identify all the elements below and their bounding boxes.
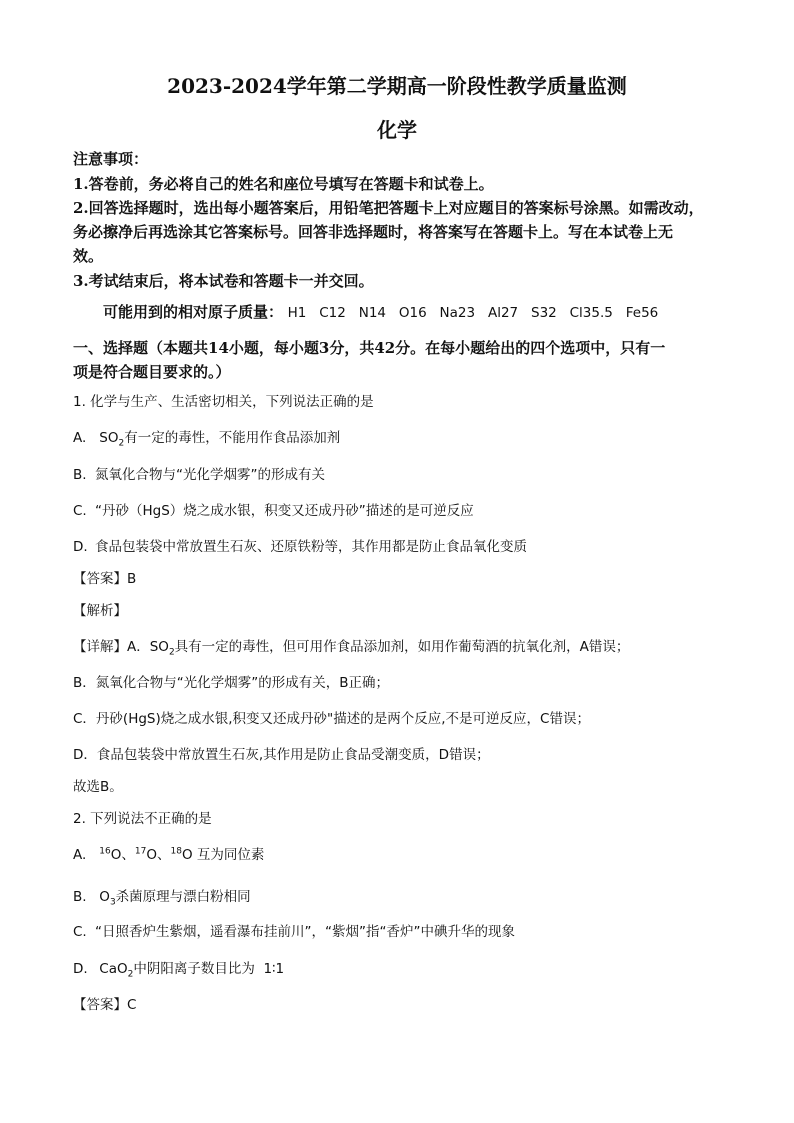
- question-1-stem: 1. 化学与生产、生活密切相关，下列说法正确的是: [73, 394, 374, 410]
- option-text: 有一定的毒性，不能用作食品添加剂: [124, 430, 341, 446]
- answer-tag: 【答案】: [73, 571, 127, 587]
- question-1-conclusion: 故选B。: [73, 779, 123, 795]
- answer-value: B: [127, 571, 137, 587]
- note-item-2-line-1: 2.回答选择题时，选出每小题答案后，用铅笔把答题卡上对应题目的答案标号涂黑。如需改动，: [73, 199, 704, 217]
- detail-text: 具有一定的毒性，但可用作食品添加剂，如用作葡萄酒的抗氧化剂，A错误；: [174, 639, 630, 655]
- question-1-option-c: [73, 499, 474, 519]
- answer-value: C: [127, 997, 137, 1013]
- option-text: 中阴阳离子数目比为 1∶1: [133, 961, 285, 977]
- formula-so2: SO: [99, 430, 119, 446]
- option-label: D.: [73, 539, 88, 555]
- question-1-detail-b: B．氮氧化合物与“光化学烟雾”的形成有关，B正确；: [73, 675, 390, 691]
- question-2-answer: [73, 993, 136, 1013]
- mass-number: 18: [170, 846, 182, 857]
- question-2-option-d: [73, 957, 284, 980]
- section-1-heading-line-2: 项是符合题目要求的。）: [73, 363, 231, 381]
- option-text: 互为同位素: [192, 847, 265, 863]
- option-label: A.: [73, 847, 87, 863]
- note-item-2-line-3: 效。: [73, 247, 104, 265]
- option-label: C.: [73, 924, 87, 940]
- formula-o3: O: [99, 889, 110, 905]
- notes-heading: 注意事项：: [73, 150, 149, 168]
- subscript: 2: [168, 647, 175, 658]
- subscript: 3: [109, 897, 116, 908]
- subscript: 2: [127, 969, 134, 980]
- question-2-stem: 2. 下列说法不正确的是: [73, 811, 212, 827]
- exam-title: 2023-2024学年第二学期高一阶段性教学质量监测: [167, 74, 627, 98]
- element-symbol: O: [181, 847, 193, 863]
- question-1-option-b: [73, 463, 325, 483]
- option-label: D.: [73, 961, 88, 977]
- option-text: “丹砂（HgS）烧之成水银，积变又还成丹砂”描述的是可逆反应: [95, 503, 474, 519]
- note-item-2-line-2: 务必擦净后再选涂其它答案标号。回答非选择题时，将答案写在答题卡上。写在本试卷上无: [73, 223, 674, 241]
- element-symbol: O、: [146, 847, 171, 863]
- detail-tag: 【详解】: [73, 639, 127, 655]
- option-text: “日照香炉生紫烟，遥看瀑布挂前川”，“紫烟”指“香炉”中碘升华的现象: [95, 924, 515, 940]
- question-1-analysis-tag: 【解析】: [73, 603, 127, 619]
- option-label: A.: [73, 430, 87, 446]
- question-1-option-d: [73, 535, 527, 555]
- atomic-masses-values: H1 C12 N14 O16 Na23 Al27 S32 Cl35.5 Fe56: [287, 305, 659, 321]
- question-2-option-c: [73, 920, 515, 940]
- subscript: 2: [118, 438, 125, 449]
- option-text: 食品包装袋中常放置生石灰、还原铁粉等，其作用都是防止食品氧化变质: [95, 539, 527, 555]
- question-1-answer: [73, 567, 136, 587]
- question-2-option-a: [73, 843, 264, 863]
- question-1-option-a: [73, 426, 340, 449]
- detail-text: A．SO: [127, 639, 169, 655]
- option-label: C.: [73, 503, 87, 519]
- mass-number: 17: [134, 846, 147, 857]
- formula-cao2: CaO: [99, 961, 128, 977]
- option-text: 杀菌原理与漂白粉相同: [115, 889, 251, 905]
- mass-number: 16: [99, 846, 111, 857]
- option-label: B.: [73, 467, 87, 483]
- element-symbol: O、: [110, 847, 135, 863]
- subject-title: 化学: [377, 118, 417, 142]
- question-2-option-b: [73, 885, 251, 908]
- option-label: B.: [73, 889, 87, 905]
- section-1-heading-line-1: 一、选择题（本题共14小题，每小题3分，共42分。在每小题给出的四个选项中，只有一: [73, 339, 666, 357]
- atomic-masses: [103, 301, 658, 322]
- question-1-detail-d: D．食品包装袋中常放置生石灰,其作用是防止食品受潮变质，D错误；: [73, 747, 490, 763]
- note-item-1: 1.答卷前，务必将自己的姓名和座位号填写在答题卡和试卷上。: [73, 175, 494, 193]
- question-1-detail-a: [73, 635, 629, 658]
- option-text: 氮氧化合物与“光化学烟雾”的形成有关: [95, 467, 325, 483]
- note-item-3: 3.考试结束后，将本试卷和答题卡一并交回。: [73, 272, 374, 290]
- answer-tag: 【答案】: [73, 997, 127, 1013]
- atomic-masses-label: 可能用到的相对原子质量：: [103, 303, 284, 321]
- question-1-detail-c: C．丹砂(HgS)烧之成水银,积变又还成丹砂"描述的是两个反应,不是可逆反应，C错误；: [73, 711, 590, 727]
